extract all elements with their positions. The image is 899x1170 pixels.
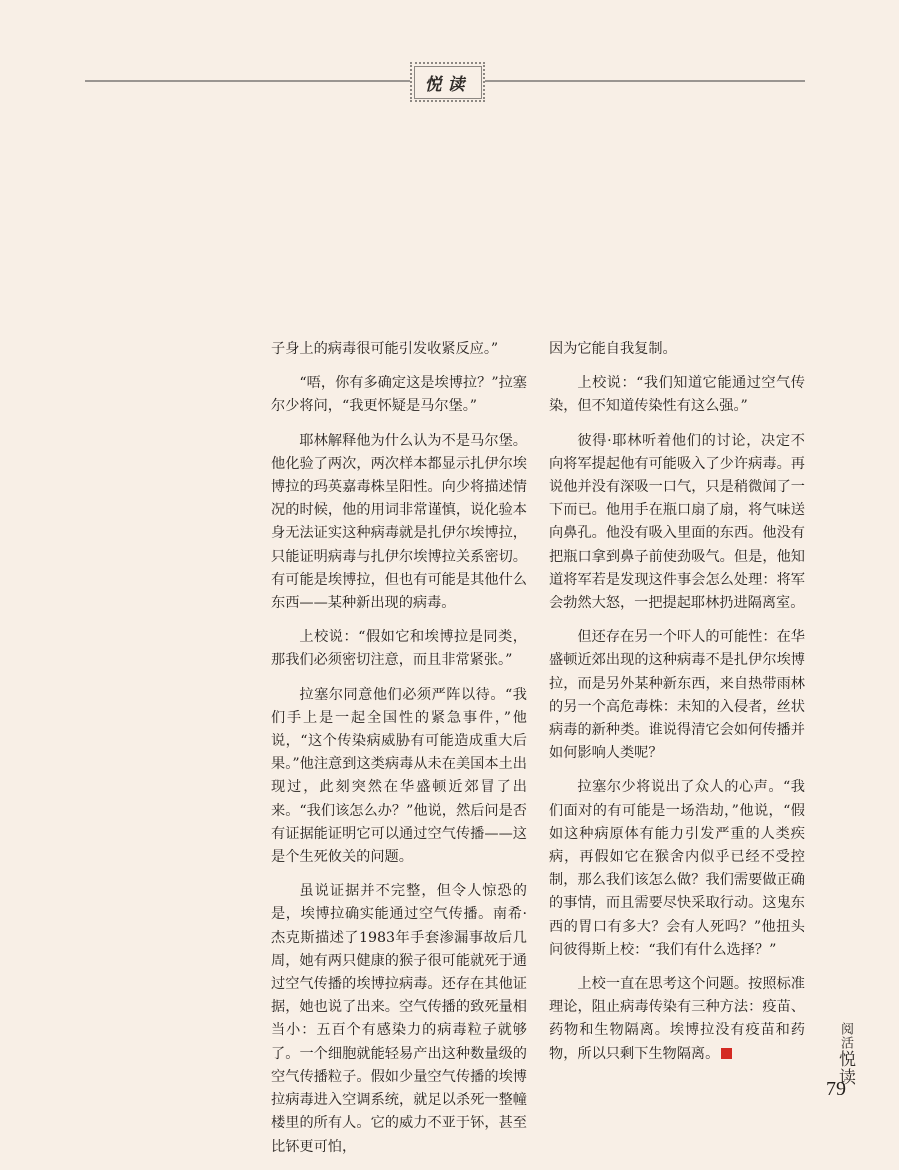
end-of-article-mark — [721, 1048, 732, 1059]
paragraph: 上校说：“假如它和埃博拉是同类，那我们必须密切注意，而且非常紧张。” — [271, 629, 527, 669]
side-label-small: 阅活 — [838, 1022, 853, 1050]
page-number: 79 — [826, 1078, 846, 1100]
paragraph: 子身上的病毒很可能引发收紧反应。” — [271, 341, 499, 357]
final-paragraph — [549, 973, 805, 1066]
paragraph: 虽说证据并不完整，但令人惊恐的是，埃博拉确实能通过空气传播。南希·杰克斯描述了1983年手套渗漏事故后几周，她有两只健康的猴子很可能就死于通过空气传播的埃博拉病毒。还存在其他证据，她也说了出来。空气传播的致死量相当小：五百个有感染力的病毒粒子就够了。一个细胞就能轻易产出这种数量级的空气传播粒子。假如少量空气传播的埃博拉病毒进入空调系统，就足以杀死一整幢楼里的所有人。它的威力不亚于钚，甚至比钚更可怕， — [271, 883, 527, 1155]
side-label-large: 悦读 — [835, 1050, 855, 1086]
side-section-label — [833, 1022, 858, 1086]
paragraph: 拉塞尔少将说出了众人的心声。“我们面对的有可能是一场浩劫，”他说，“假如这种病原体有能力引发严重的人类疾病，再假如它在猴舍内似乎已经不受控制，那么我们该怎么做？我们需要做正确的事情，而且需要尽快采取行动。这鬼东西的胃口有多大？会有人死吗？”他扭头问彼得斯上校：“我们有什么选择？” — [549, 779, 805, 958]
paragraph: “唔，你有多确定这是埃博拉？”拉塞尔少将问，“我更怀疑是马尔堡。” — [271, 375, 527, 415]
paragraph: 耶林解释他为什么认为不是马尔堡。他化验了两次，两次样本都显示扎伊尔埃博拉的玛英嘉毒株呈阳性。向少将描述情况的时候，他的用词非常谨慎，说化验本身无法证实这种病毒就是扎伊尔埃博拉，只能证明病毒与扎伊尔埃博拉关系密切。有可能是埃博拉，但也有可能是其他什么东西——某种新出现的病毒。 — [271, 432, 527, 612]
paragraph: 彼得·耶林听着他们的讨论，决定不向将军提起他有可能吸入了少许病毒。再说他并没有深吸一口气，只是稍微闻了一下而已。他用手在瓶口扇了扇，将气味送向鼻孔。他没有吸入里面的东西。他没有把瓶口拿到鼻子前使劲吸气。但是，他知道将军若是发现这件事会怎么处理：将军会勃然大怒，一把提起耶林扔进隔离室。 — [549, 432, 805, 612]
paragraph: 拉塞尔同意他们必须严阵以待。“我们手上是一起全国性的紧急事件，”他说，“这个传染病威胁有可能造成重大后果。”他注意到这类病毒从未在美国本土出现过，此刻突然在华盛顿近郊冒了出来。“我们该怎么办？”他说，然后问是否有证据能证明它可以通过空气传播——这是个生死攸关的问题。 — [271, 686, 527, 866]
paragraph: 但还存在另一个吓人的可能性：在华盛顿近郊出现的这种病毒不是扎伊尔埃博拉，而是另外某种新东西，来自热带雨林的另一个高危毒株：未知的入侵者，丝状病毒的新种类。谁说得清它会如何传播并如何影响人类呢？ — [549, 629, 805, 762]
section-tag — [410, 62, 485, 102]
right-column — [549, 338, 805, 1077]
section-title: 悦读 — [414, 66, 482, 99]
header-rule-right — [485, 80, 805, 82]
paragraph: 因为它能自我复制。 — [549, 341, 677, 357]
header-rule-left — [85, 80, 410, 82]
paragraph: 上校说：“我们知道它能通过空气传染，但不知道传染性有这么强。” — [549, 375, 805, 415]
left-column — [271, 338, 527, 1170]
final-paragraph-text: 上校一直在思考这个问题。按照标准理论，阻止病毒传染有三种方法：疫苗、药物和生物隔离。埃博拉没有疫苗和药物，所以只剩下生物隔离。 — [549, 976, 805, 1062]
